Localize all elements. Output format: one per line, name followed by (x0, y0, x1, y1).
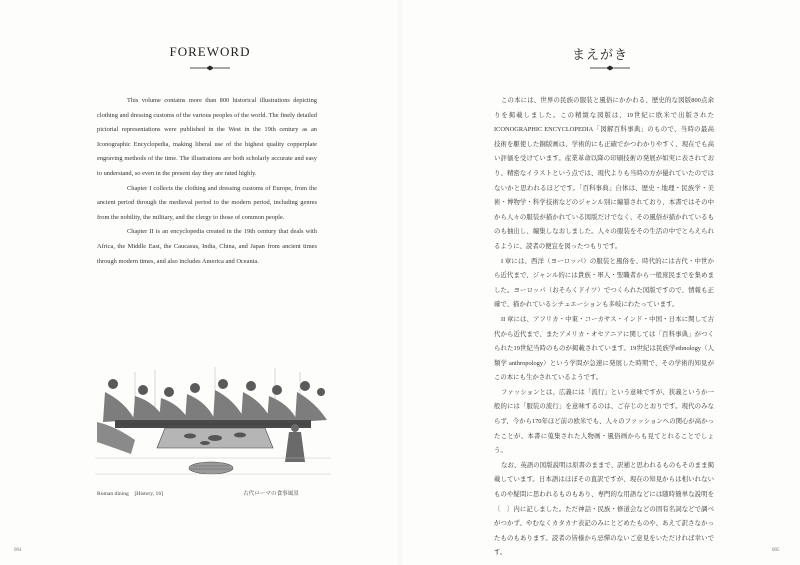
page-title: まえがき (571, 47, 628, 62)
roman-dining-engraving (95, 362, 331, 480)
page-number: 004 (14, 548, 22, 553)
caption-english: Roman dining [History, 16] (97, 491, 163, 497)
divider-ornament (190, 64, 230, 72)
foreword-text (97, 94, 317, 269)
foreword-paragraph: This volume contains more than 800 historical illustrations depicting clothing and dressing customs of the various peoples of the world. The finely detailed pictorial representations were published in the West in the 19th century as an Iconographic Encyclopedia, making liberal use of the highest quality copperplate engraving methods of the time. The illustrations are both scholarly accurate and easy to understand, so even in the present day they are rated highly. (97, 97, 317, 177)
preface-paragraph: I 章には、西洋（ヨーロッパ）の服装と風俗を、時代的には古代・中世から近代まで、ジャンル的には貴族・軍人・聖職者から一般庶民までを集めました。ヨーロッパ（おそらくドイツ）でつくられた図版ですので、情報も正確で、描かれているシチュエーションも多岐にわたっています。 (494, 257, 714, 309)
preface-paragraph: ファッションとは、広義には「流行」という意味ですが、狭義というか一般的には「服装の流行」を意味するのは、ご存じのとおりです。現代のみならず、今から170年ほど前の欧米でも、人々のファッションへの関心が高かったことが、本書に蒐集された人物画・風俗画からも見てとれることでしょう。 (494, 388, 714, 455)
foreword-paragraph: Chapter II is an encyclopedia created in the 19th century that deals with Africa, the Middle East, the Caucasus, India, China, and Japan from ancient times through modern times, and also includes America and Oceania. (97, 228, 317, 265)
preface-paragraph: II 章には、アフリカ・中東・コーカサス・インド・中国・日本に関して古代から近代まで、またアメリカ・オセアニアに関しては「百科事典」がつくられた19世紀当時のものが掲載されています。19世紀は民族学ethnology（人類学 anthropology）という学問が急速に発展した時期で、その学術的知見がこの本にも生かされているようです。 (494, 315, 714, 382)
preface-paragraph: この本には、世界の民族の服装と風俗にかかわる、歴史的な図版800点余りを掲載しました。この精緻な図版は、19世紀に欧米で出版されたICONOGRAPHIC ENCYCLOPEDIA「図解百科事典」のもので、当時の最高技術を駆使した銅版画は、学術的にも正確でかつわかりやすく、現在でも高い評価を受けています。産業革命以降の印刷技術の発展が如実に表されており、精密なイラストという点では、現代よりも当時の方が優れていたのではないかと思われるほどです。「百科事典」自体は、歴史・地理・民族学・美術・博物学・科学技術などのジャンル別に編纂されており、本書ではその中から人々の服装が描かれている図版だけでなく、その風俗が描かれているものも抽出し、編集しなおしました。人々の服装をその生活の中でとらえられるように、読者の便宜を図ったつもりです。 (494, 97, 714, 250)
right-page (400, 0, 800, 565)
preface-text (494, 94, 714, 561)
caption-japanese: 古代ローマの食事風景 (243, 491, 299, 497)
divider-ornament (590, 64, 630, 72)
preface-paragraph: なお、英語の図版説明は原書のままで、訳補と思われるものもそのまま掲載しています。日本語はほぼその直訳ですが、現在の知見からは相いれないものや疑問に思われるものもあり、専門的な用語などには随時簡単な説明を〔 〕内に記しました。ただ神話・民族・修道会などの固有名詞などで調べがつかず、やむなくカタカナ表記のみにとどめたものや、あえて訳さなかったものもあります。読者の皆様から忌憚のないご意見をいただければ幸いです。 (494, 461, 714, 557)
page-number: 005 (772, 548, 780, 553)
foreword-paragraph: Chapter I collects the clothing and dressing customs of Europe, from the ancient period through the medieval period to the modern period, including genres from the nobility, the military, and the clergy to those of common people. (97, 184, 317, 221)
page-title: FOREWORD (169, 44, 251, 59)
